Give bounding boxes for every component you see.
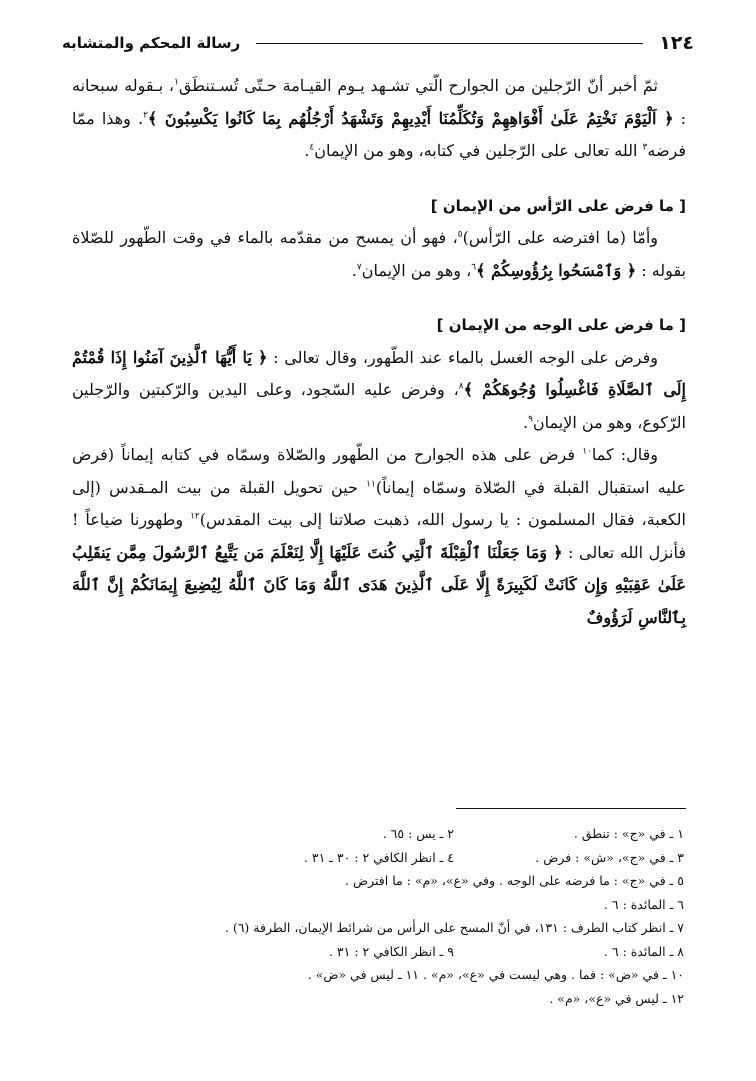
paragraph-qibla: وقال: كما$^{١٠}$ فرض على هذه الجوارح من الطّهور والصّلاة وسمّاه في كتابه إيماناً (فرض عليه استقبال القبلة في الصّلاة وسمّاه إيماناً)$^{١١}$ حين تحويل القبلة من بيت المـقدس (إلى الكعبة، فقال المسلمون : يا رسول الله، ذهبت صلاتنا إلى بيت المقدس)$^{١٢}$ وطهورنا ضياعاً ! فأنزل الله تعالى : ﴿ وَمَا جَعَلْنَا ٱلْقِبْلَةَ ٱلَّتِي كُنتَ عَلَيْهَا إِلَّا لِنَعْلَمَ مَن يَتَّبِعُ ٱلرَّسُولَ مِمَّن يَنقَلِبُ عَلَىٰ عَقِبَيْهِ وَإِن كَانَتْ لَكَبِيرَةً إِلَّا عَلَى ٱلَّذِينَ هَدَى ٱللَّهُ وَمَا كَانَ ٱللَّهُ لِيُضِيعَ إِيمَانَكُمْ إِنَّ ٱللَّهَ بِٱلنَّاسِ لَرَؤُوفٌ (72, 445, 687, 627)
paragraph-face: وفرض على الوجه الغسل بالماء عند الطّهور، وقال تعالى : ﴿ يَا أَيُّهَا ٱلَّذِينَ آمَنُوا إِذَا قُمْتُمْ إِلَى ٱلصَّلَاةِ فَاغْسِلُوا وُجُوهَكُمْ ﴾$^٨$، وفرض عليه السّجود، وعلى اليدين والرّكبتين والرّجلين الرّكوع، وهو من الإيمان$^٩$. (72, 347, 686, 432)
footnote: ٣ ـ في «ج»، «ش» : فرض . (535, 849, 684, 865)
footnote-ref: ٨ (458, 381, 464, 392)
footnote-ref: ١٠ (582, 446, 592, 457)
section-heading-face: [ ما فرض على الوجه من الإيمان ] (436, 316, 686, 334)
quran-verse: ﴿ وَمَا جَعَلْنَا ٱلْقِبْلَةَ ٱلَّتِي كُنتَ عَلَيْهَا إِلَّا لِنَعْلَمَ مَن يَتَّبِعُ ٱلرَّسُولَ مِمَّن يَنقَلِبُ عَلَىٰ عَقِبَيْهِ وَإِن كَانَتْ لَكَبِيرَةً إِلَّا عَلَى ٱلَّذِينَ هَدَى ٱللَّهُ وَمَا كَانَ ٱللَّهُ لِيُضِيعَ إِيمَانَكُمْ إِنَّ ٱللَّهَ بِٱلنَّاسِ لَرَؤُوفٌ (72, 542, 686, 627)
footnote: ٦ ـ المائدة : ٦ . (603, 896, 684, 912)
footnote-ref: ٧ (356, 262, 362, 273)
footnote-ref: ٦ (471, 262, 477, 273)
footnote: ٢ ـ يس : ٦٥ . (382, 826, 454, 841)
footnote: ١٠ ـ في «ض» : فما . وهي ليست في «ع»، «م» . ١١ ـ ليس في «ض» . (307, 967, 684, 982)
quran-verse: ﴿ اَلْيَوْمَ نَخْتِمُ عَلَىٰ أَفْوَاهِهِمْ وَتُكَلِّمُنَا أَيْدِيهِمْ وَتَشْهَدُ أَرْجُلُهُم بِمَا كَانُوا يَكْسِبُونَ ﴾ (147, 108, 674, 128)
paragraph-head: وأمّا (ما افترضه على الرّأس)$^٥$، فهو أن يمسح من مقدّمه بالماء في وقت الطّهور للصّلاة بقوله : ﴿ وَٱمْسَحُوا بِرُؤُوسِكُمْ ﴾$^٦$، وهو من الإيمان$^٧$. (72, 228, 686, 280)
footnote-ref: ١٢ (190, 511, 200, 522)
footnote: ٤ ـ انظر الكافي ٢ : ٣٠ ـ ٣١ . (303, 849, 454, 865)
footnote: ٧ ـ انظر كتاب الطرف : ١٣١، في أنّ المسح على الرأس من شرائط الإيمان، الطرفة (٦) . (224, 920, 684, 935)
footnote-ref: ٣ (642, 142, 648, 153)
footnote: ١ ـ في «ج» : تنطق . (573, 826, 684, 841)
footnote-ref: ٢ (143, 110, 148, 121)
footnote-ref: ١ (174, 77, 179, 88)
header-rule (256, 43, 643, 44)
running-title: رسالة المحكم والمتشابه (62, 34, 241, 52)
section-heading-head: [ ما فرض على الرّأس من الإيمان ] (430, 196, 686, 215)
quran-verse: ﴿ يَا أَيُّهَا ٱلَّذِينَ آمَنُوا إِذَا قُمْتُمْ إِلَى ٱلصَّلَاةِ فَاغْسِلُوا وُجُوهَكُمْ ﴾ (72, 347, 686, 399)
footnote-ref: ١١ (366, 479, 376, 490)
footnote-ref: ٩ (528, 414, 533, 425)
page-header (62, 28, 694, 58)
paragraph-feet: ثمّ أخبر أنّ الرّجلين من الجوارح الّتي تشـهد يـوم القيـامة حـتّى تُسـتنطَق$^١$، بـقوله سبحانه : ﴿ اَلْيَوْمَ نَخْتِمُ عَلَىٰ أَفْوَاهِهِمْ وَتُكَلِّمُنَا أَيْدِيهِمْ وَتَشْهَدُ أَرْجُلُهُم بِمَا كَانُوا يَكْسِبُونَ ﴾$^٢$. وهذا ممّا فرضه$^٣$ الله تعالى على الرّجلين في كتابه، وهو من الإيمان$^٤$. (72, 76, 686, 160)
quran-verse: ﴿ وَٱمْسَحُوا بِرُؤُوسِكُمْ ﴾ (476, 260, 637, 280)
page-number: ١٢٤ (659, 32, 694, 54)
footnote: ٩ ـ انظر الكافي ٢ : ٣١ . (328, 943, 454, 959)
footnotes (72, 822, 684, 1010)
footnote-separator (456, 808, 686, 809)
footnote: ٥ ـ في «ج» : ما فرضه على الوجه . وفي «ع»، «م» : ما افترض . (345, 873, 684, 888)
footnote: ٨ ـ المائدة : ٦ . (603, 943, 684, 959)
footnote-ref: ٥ (457, 229, 463, 240)
main-text (72, 70, 686, 634)
footnote-ref: ٤ (309, 142, 315, 153)
footnote: ١٢ ـ ليس في «ع»، «م» . (549, 990, 684, 1006)
